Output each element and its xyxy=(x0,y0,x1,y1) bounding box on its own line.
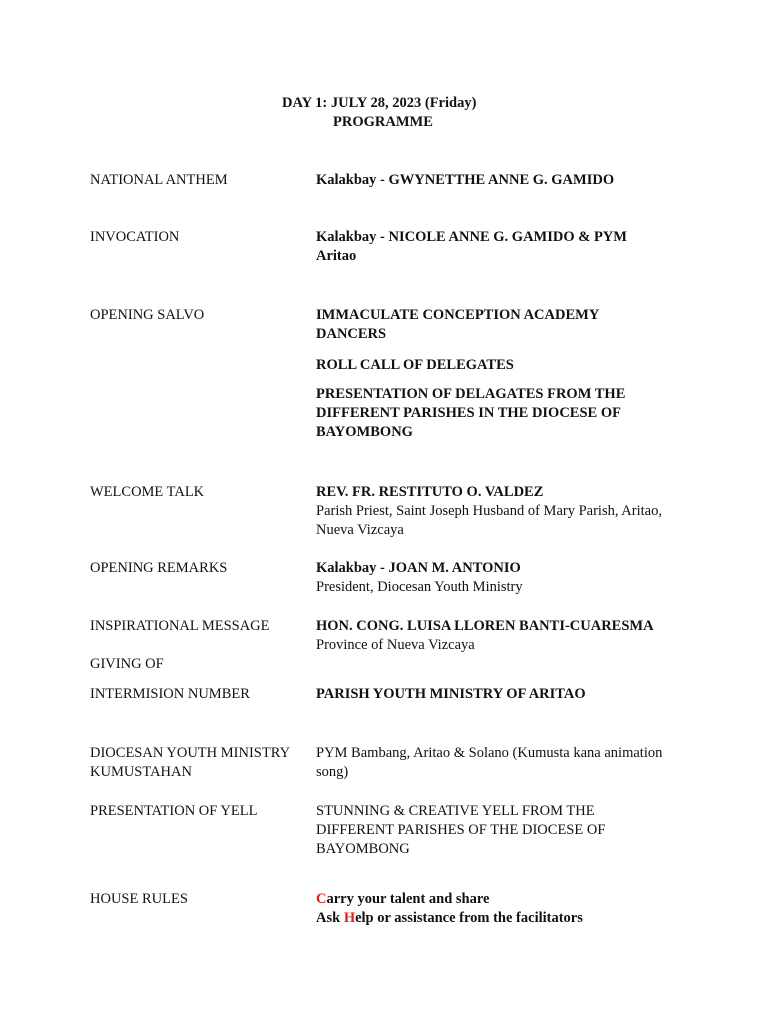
item-value-presentation-line1: PRESENTATION OF DELAGATES FROM THE xyxy=(316,386,626,402)
programme-date-title: DAY 1: JULY 28, 2023 (Friday) xyxy=(282,95,477,111)
item-value-invocation-line1: Kalakbay - NICOLE ANNE G. GAMIDO & PYM xyxy=(316,229,627,245)
item-value-national-anthem: Kalakbay - GWYNETTHE ANNE G. GAMIDO xyxy=(316,172,615,188)
item-value-intermission-number: PARISH YOUTH MINISTRY OF ARITAO xyxy=(316,686,586,702)
item-label-giving-of: GIVING OF xyxy=(90,656,164,672)
house-rule-2-text: elp or assistance from the facilitators xyxy=(355,910,583,926)
item-value-opening-salvo-line1: IMMACULATE CONCEPTION ACADEMY xyxy=(316,307,600,323)
item-detail-opening-remarks: President, Diocesan Youth Ministry xyxy=(316,579,523,595)
house-rule-2 xyxy=(316,909,583,929)
item-detail-kumustahan-line1: PYM Bambang, Aritao & Solano (Kumusta kana animation xyxy=(316,745,663,761)
item-value-presentation-line3: BAYOMBONG xyxy=(316,424,413,440)
item-label-opening-salvo: OPENING SALVO xyxy=(90,307,205,323)
item-label-house-rules: HOUSE RULES xyxy=(90,891,188,907)
item-label-inspirational-message: INSPIRATIONAL MESSAGE xyxy=(90,618,270,634)
item-label-intermission-number: INTERMISION NUMBER xyxy=(90,686,250,702)
item-detail-yell-line1: STUNNING & CREATIVE YELL FROM THE xyxy=(316,803,595,819)
item-speaker-inspirational-message: HON. CONG. LUISA LLOREN BANTI-CUARESMA xyxy=(316,618,654,634)
item-label-diocesan-youth-ministry: DIOCESAN YOUTH MINISTRY xyxy=(90,745,291,761)
house-rule-2-prefix: Ask xyxy=(316,910,344,926)
house-rule-2-highlight: H xyxy=(343,910,356,926)
item-detail-yell-line2: DIFFERENT PARISHES OF THE DIOCESE OF xyxy=(316,822,606,838)
item-label-kumustahan: KUMUSTAHAN xyxy=(90,764,192,780)
item-label-opening-remarks: OPENING REMARKS xyxy=(90,560,228,576)
item-detail-yell-line3: BAYOMBONG xyxy=(316,841,410,857)
item-value-roll-call: ROLL CALL OF DELEGATES xyxy=(316,357,514,373)
item-speaker-opening-remarks: Kalakbay - JOAN M. ANTONIO xyxy=(316,560,521,576)
item-label-welcome-talk: WELCOME TALK xyxy=(90,484,205,500)
house-rule-1-highlight: C xyxy=(316,891,327,907)
item-value-opening-salvo-line2: DANCERS xyxy=(316,326,387,342)
house-rule-1 xyxy=(316,890,489,910)
item-value-presentation-line2: DIFFERENT PARISHES IN THE DIOCESE OF xyxy=(316,405,621,421)
item-speaker-welcome-talk: REV. FR. RESTITUTO O. VALDEZ xyxy=(316,484,544,500)
item-value-invocation-line2: Aritao xyxy=(316,248,357,264)
item-label-invocation: INVOCATION xyxy=(90,229,180,245)
item-detail-kumustahan-line2: song) xyxy=(316,764,349,780)
item-detail-welcome-talk-line1: Parish Priest, Saint Joseph Husband of Mary Parish, Aritao, xyxy=(316,503,662,519)
programme-heading: PROGRAMME xyxy=(333,114,433,130)
house-rule-1-text: arry your talent and share xyxy=(326,891,490,907)
item-detail-welcome-talk-line2: Nueva Vizcaya xyxy=(316,522,404,538)
item-label-national-anthem: NATIONAL ANTHEM xyxy=(90,172,228,188)
item-label-presentation-of-yell: PRESENTATION OF YELL xyxy=(90,803,258,819)
item-detail-inspirational-message: Province of Nueva Vizcaya xyxy=(316,637,475,653)
